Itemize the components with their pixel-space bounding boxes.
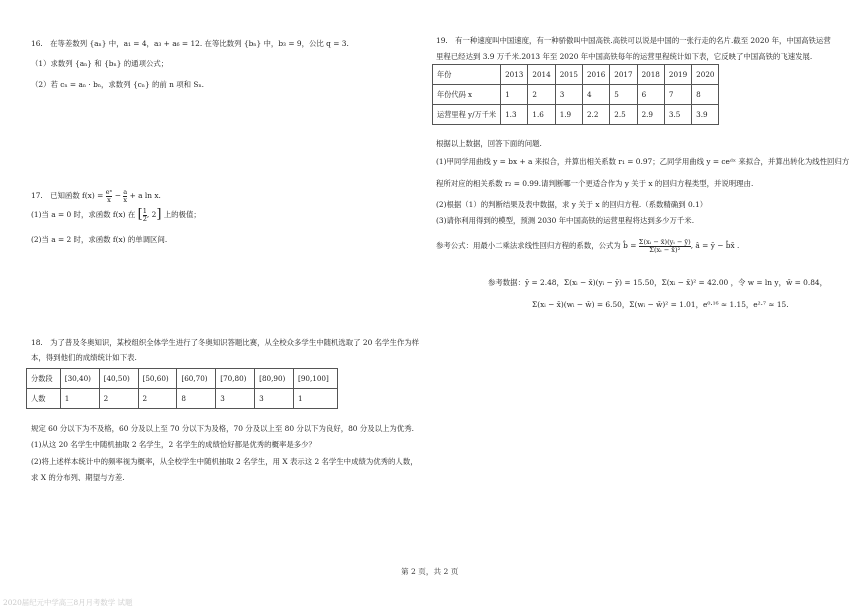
score-table-header-row: [27, 369, 338, 389]
table-cell: 年份: [433, 65, 501, 85]
q16-part1: （1）求数列 {aₙ} 和 {bₙ} 的通项公式；: [31, 59, 169, 68]
q18-rule: 规定 60 分以下为不及格，60 分及以上至 70 分以下为及格，70 分及以上至 80 分以下为良好，80 分及以上为优秀.: [31, 424, 414, 433]
table-cell: 3: [216, 389, 255, 409]
fraction-a-over-x: $\frac{a}{x}$: [123, 187, 128, 204]
q17-part1-pre: (1)当 a = 0 时，求函数 f(x) 在: [31, 210, 136, 219]
table-cell: 2017: [610, 65, 637, 85]
table-cell: 人数: [27, 389, 61, 409]
table-cell: 2013: [501, 65, 528, 85]
q18-part1: (1)从这 20 名学生中随机抽取 2 名学生，2 名学生的成绩恰好都是优秀的概率是多少？: [31, 440, 316, 449]
table-cell: [80,90): [255, 369, 294, 389]
regression-slope-fraction: $\frac{\text{Σ(xᵢ − x̄)(yᵢ − ȳ)}}{\text{Σ(xᵢ − x̄)²}}$: [638, 237, 691, 254]
table-cell: 7: [664, 85, 691, 105]
table-cell: 6: [637, 85, 664, 105]
watermark: 2020届纪元中学高三8月月考数学 试题: [3, 598, 133, 607]
q19-stem-line2: 里程已经达到 3.9 万千米.2013 年至 2020 年中国高铁每年的运营里程统计如下表，它反映了中国高铁的飞速发展.: [436, 52, 813, 61]
table-cell: 5: [610, 85, 637, 105]
table-cell: 1: [294, 389, 338, 409]
q18-part2-line2: 求 X 的分布列、期望与方差.: [31, 473, 125, 482]
b-hat-symbol: b̂ =: [623, 241, 637, 250]
table-cell: 2: [528, 85, 555, 105]
table-cell: 2014: [528, 65, 555, 85]
table-cell: 3: [555, 85, 582, 105]
table-cell: 4: [582, 85, 609, 105]
fraction-ex-over-x: $\frac{\text{eˣ}}{x}$: [105, 187, 113, 204]
q19-reference-data-line2: Σ(xᵢ − x̄)(wᵢ − w̄) = 6.50，Σ(wᵢ − w̄)² = 1.01，e⁰·¹⁶ ≈ 1.15，e²·⁷ ≈ 15.: [532, 300, 789, 309]
minus-sign: −: [114, 191, 121, 200]
q19-part2: (2)根据（1）的判断结果及表中数据，求 y 关于 x 的回归方程.（系数精确到 0.1）: [436, 200, 708, 209]
q17-stem: [31, 188, 161, 204]
table-cell: 2018: [637, 65, 664, 85]
q17-part1: [31, 206, 201, 224]
table-cell: 2015: [555, 65, 582, 85]
railway-table-mileage-row: [433, 105, 719, 125]
railway-table: [432, 64, 719, 125]
left-bracket: [: [137, 207, 143, 222]
table-cell: [30,40): [60, 369, 99, 389]
table-cell: [50,60): [138, 369, 177, 389]
table-cell: 8: [692, 85, 719, 105]
table-cell: 年份代码 x: [433, 85, 501, 105]
railway-table-year-row: [433, 65, 719, 85]
table-cell: 3: [255, 389, 294, 409]
q16-part2: （2）若 cₙ = aₙ · bₙ，求数列 {cₙ} 的前 n 项和 Sₙ.: [31, 80, 205, 89]
q19-part1-line1: (1)甲同学用曲线 y = bx + a 来拟合，并算出相关系数 r₁ = 0.97；乙同学用曲线 y = ceᵈˣ 来拟合，并算出转化为线性回归方: [436, 157, 850, 166]
table-cell: 1: [501, 85, 528, 105]
formula-intercept: , â = ȳ − b̂x̄ .: [690, 241, 740, 250]
table-cell: 1.6: [528, 105, 555, 125]
q19-reference-data-line1: 参考数据：ȳ = 2.48，Σ(xᵢ − x̄)(yᵢ − ȳ) = 15.50，Σ(xᵢ − x̄)² = 42.00 ，令 w = ln y，w̄ = 0.84，: [488, 278, 828, 287]
table-cell: [40,50): [99, 369, 138, 389]
q19-part3: (3)请你利用得到的模型，预测 2030 年中国高铁的运营里程将达到多少万千米.: [436, 216, 695, 225]
table-cell: 1.9: [555, 105, 582, 125]
table-cell: [60,70): [177, 369, 216, 389]
q19-stem-line1: 19. 有一种速度叫中国速度，有一种骄傲叫中国高铁.高铁可以说是中国的一张行走的名片.截至 2020 年，中国高铁运营: [436, 36, 831, 45]
q19-part1-line2: 程所对应的相关系数 r₂ = 0.99.请判断哪一个更适合作为 y 关于 x 的回归方程类型，并说明理由.: [436, 179, 754, 188]
table-cell: [90,100]: [294, 369, 338, 389]
table-cell: 3.9: [692, 105, 719, 125]
table-cell: 分数段: [27, 369, 61, 389]
score-table: [26, 368, 338, 409]
table-cell: [70,80): [216, 369, 255, 389]
score-table-count-row: [27, 389, 338, 409]
fraction-one-half: $\frac{1}{2}$: [142, 206, 147, 223]
table-cell: 2.5: [610, 105, 637, 125]
table-cell: 2.9: [637, 105, 664, 125]
table-cell: 2: [99, 389, 138, 409]
q18-stem-line1: 18. 为了普及冬奥知识，某校组织全体学生进行了冬奥知识答题比赛，从全校众多学生中随机选取了 20 名学生作为样: [31, 338, 420, 347]
table-cell: 2016: [582, 65, 609, 85]
table-cell: 1: [60, 389, 99, 409]
q18-part2-line1: (2)将上述样本统计中的频率视为概率，从全校学生中随机抽取 2 名学生，用 X 表示这 2 名学生中成绩为优秀的人数，: [31, 457, 418, 466]
table-cell: 2: [138, 389, 177, 409]
table-cell: 运营里程 y/万千米: [433, 105, 501, 125]
q17-stem-post: + a ln x.: [129, 191, 161, 200]
q16-stem: 16. 在等差数列 {aₙ} 中，a₁ = 4，a₃ + a₆ = 12. 在等比数列 {bₙ} 中，b₃ = 9，公比 q = 3.: [31, 39, 349, 48]
q17-part1-post: 上的极值；: [163, 210, 201, 219]
table-cell: 2019: [664, 65, 691, 85]
railway-table-code-row: [433, 85, 719, 105]
table-cell: 2020: [692, 65, 719, 85]
q17-stem-pre: 17. 已知函数 f(x) =: [31, 191, 104, 200]
table-cell: 8: [177, 389, 216, 409]
right-bracket: ]: [156, 207, 162, 222]
formula-label: 参考公式：用最小二乘法求线性回归方程的系数，公式为: [436, 241, 621, 250]
q19-intro: 根据以上数据，回答下面的问题.: [436, 139, 542, 148]
q18-stem-line2: 本，得到他们的成绩统计如下表.: [31, 353, 137, 362]
interval-end: , 2: [146, 210, 157, 219]
q19-formula: [436, 236, 739, 256]
q17-part2: (2)当 a = 2 时，求函数 f(x) 的单调区间.: [31, 235, 168, 244]
table-cell: 2.2: [582, 105, 609, 125]
table-cell: 1.3: [501, 105, 528, 125]
page-number: 第 2 页，共 2 页: [401, 567, 459, 576]
table-cell: 3.5: [664, 105, 691, 125]
